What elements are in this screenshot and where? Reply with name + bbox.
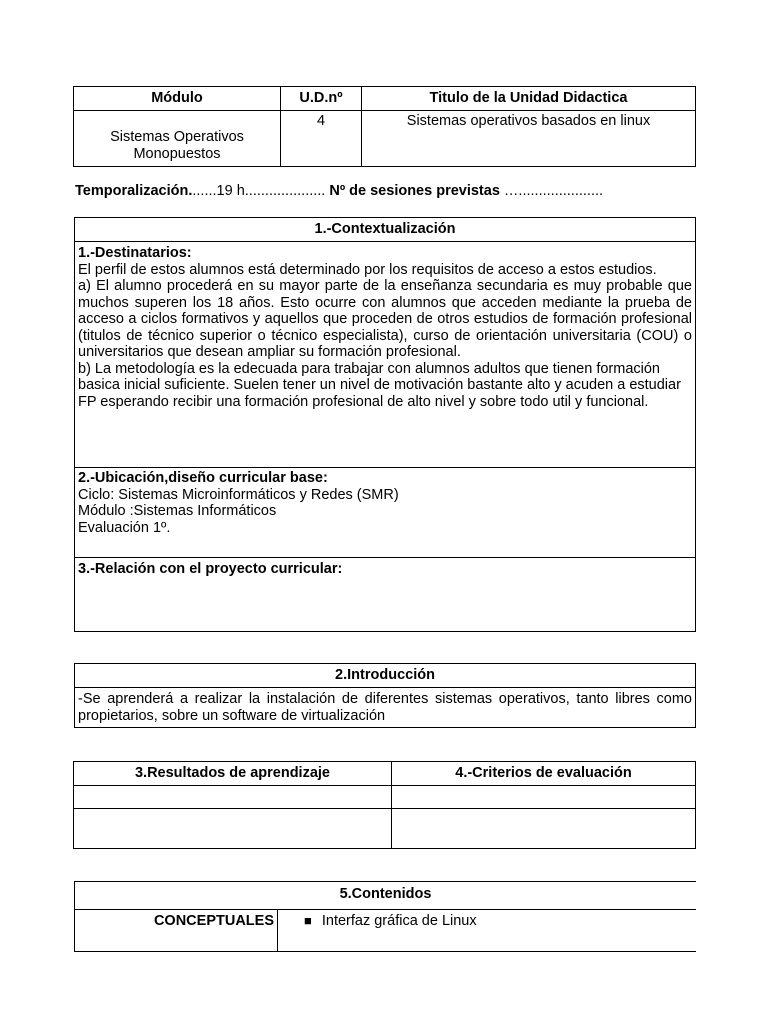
ubicacion-line2: Módulo :Sistemas Informáticos [78,503,277,519]
introduccion-title: 2.Introducción [75,664,696,688]
ubicacion-line1: Ciclo: Sistemas Microinformáticos y Redes (SMR) [78,486,399,503]
temporalizacion-value: ......19 h.................... [192,183,326,199]
resultados-table [73,761,696,849]
modulo-line2: Monopuestos [133,145,221,162]
modulo-line1: Sistemas Operativos [110,129,244,145]
resultados-row2-col2 [392,809,696,849]
resultados-header: 3.Resultados de aprendizaje [74,762,392,786]
resultados-row2-col1 [74,809,392,849]
contextualizacion-title: 1.-Contextualización [75,218,696,242]
destinatarios-p2: a) El alumno procederá en su mayor parte de la enseñanza secundaria es muy probable que muchos superen los 18 años. Esto ocurre con alumnos que acceden mediante la prueba de acceso a ciclos formativos y aquellos que proceden de otros estudios de formación profesional (titulos de técnico superior o técnico especialista), curso de orientación universitaria (COU) o universitarios que desean ampliar su formación profesional. [78,278,692,360]
destinatarios-cell [75,242,696,468]
contenidos-title: 5.Contenidos [75,882,697,910]
introduccion-cell [75,688,696,728]
content-item-text: Interfaz gráfica de Linux [321,913,477,929]
ubicacion-line3: Evaluación 1º. [78,519,171,536]
content-list-item [304,913,693,930]
modulo-cell [74,111,281,167]
resultados-row1-col2 [392,786,696,809]
resultados-row1-col1 [74,786,392,809]
introduccion-table [74,663,696,728]
ubicacion-cell [75,468,696,558]
introduccion-text: -Se aprenderá a realizar la instalación de diferentes sistemas operativos, tanto libres como propietarios, sobre un software de virtualización [78,691,692,724]
ud-value: 4 [281,111,362,167]
header-titulo: Titulo de la Unidad Didactica [362,87,696,111]
titulo-value: Sistemas operativos basados en linux [362,111,696,167]
destinatarios-p3: b) La metodología es la edecuada para trabajar con alumnos adultos que tienen formación basica inicial suficiente. Suelen tener un nivel de motivación bastante alto y acuden a estudiar FP esperando recibir una formación profesional de alto nivel y sobre todo util y funcional. [78,360,681,410]
ubicacion-title: 2.-Ubicación,diseño curricular base: [78,470,328,486]
contenidos-table [74,881,696,952]
relacion-cell [75,558,696,632]
conceptuales-label-cell [75,910,278,952]
destinatarios-title: 1.-Destinatarios: [78,245,192,261]
contextualizacion-table [74,217,696,632]
header-modulo: Módulo [74,87,281,111]
destinatarios-p1: El perfil de estos alumnos está determinado por los requisitos de acceso a estos estudios. [78,261,657,278]
header-table [73,86,696,167]
temporalizacion-label: Temporalización. [75,183,193,199]
criterios-header: 4.-Criterios de evaluación [392,762,696,786]
header-ud: U.D.nº [281,87,362,111]
relacion-title: 3.-Relación con el proyecto curricular: [78,561,343,577]
sesiones-label: Nº de sesiones previstas [329,183,500,199]
sesiones-value: …..................... [499,183,604,199]
conceptuales-items-cell [278,910,697,952]
temporalizacion-line [75,183,695,199]
bullet-square-icon: ■ [304,913,312,928]
conceptuales-label: CONCEPTUALES [153,913,274,929]
